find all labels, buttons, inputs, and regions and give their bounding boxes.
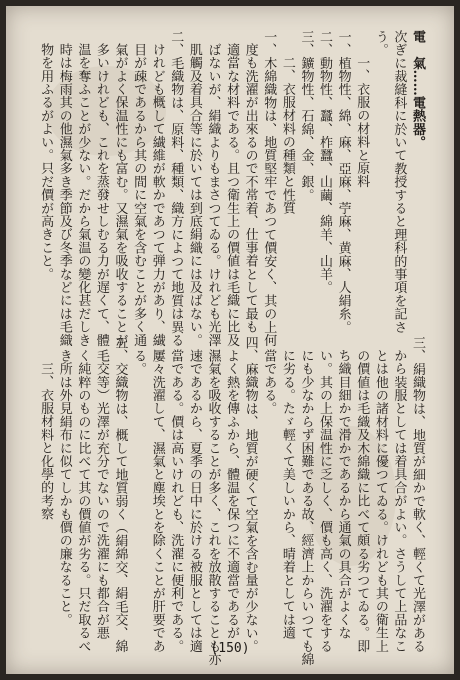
- text-column: 次ぎに裁縫科に於いて教授すると理科的事項を記さ: [391, 30, 407, 334]
- text-column: 二、動物性、蠶、柞蠶、山繭、綿羊、山羊。: [317, 30, 333, 294]
- text-column: く純粹のものに比べて其の價値が劣る。只だ取るべ: [75, 349, 91, 653]
- text-column: 當である。價は高いけれども、洗濯に便利である。: [168, 349, 184, 653]
- text-column: けれども概して繊維が軟かであつて弾力があり、繊: [149, 43, 165, 347]
- text-column: よく熱を傳ふから、體温を保つに不適當であるが: [224, 349, 240, 640]
- text-column: 毛交等）光澤が充分でないので洗濯にも都合が悪: [93, 349, 109, 640]
- text-column: 物を用ふるがよい。只だ價が高きこと。: [38, 43, 54, 281]
- text-column: 氣がよく保温性にも富む。又濕氣を吸收することが: [112, 43, 128, 347]
- text-column: 肌觸及着具合等に於いては到底絹織には及ばない。: [186, 43, 202, 347]
- text-column: 一、衣服の材料と原料: [354, 56, 370, 188]
- text-column: 適當な材料である。且つ衛生上の價値は毛織に比及: [224, 43, 240, 347]
- text-column: 屢々洗濯して、濕氣と塵埃とを除くことが肝要であ: [149, 349, 165, 653]
- text-column: う。: [372, 30, 388, 57]
- text-column: ばないが、絹織よりもまさつてゐる。けれども光澤: [205, 43, 221, 347]
- text-column: 二、毛織物は、原料、種類、織方によつて地質は異る: [168, 30, 184, 347]
- text-column: い。其の上保温性に乏しく、價も高く、洗濯をする: [317, 349, 333, 653]
- text-column: 濕氣を吸收することが多く、これを放散することも亦: [205, 349, 221, 666]
- text-column: る。: [131, 349, 147, 376]
- text-column: 四、麻織物は、地質が硬くて空氣を含む量が少ない。: [242, 336, 258, 653]
- text-column: 一、植物性、綿、麻、亞麻、苧麻、黄麻、人絹糸。: [335, 30, 351, 334]
- text-column: 度も洗濯が出來るので不常着、仕事着として最も: [242, 43, 258, 334]
- text-column: にも少なからず困難である故、經濟上からいつても綿: [298, 349, 314, 666]
- text-column: 温を奪ふことが少ない。だから氣温の變化甚だしき: [75, 43, 91, 347]
- text-column: 三、絹織物は、地質が細かで軟く、輕くて光澤がある: [410, 336, 425, 653]
- text-column: 三、鑛物性、石綿、金、銀。: [298, 30, 314, 202]
- text-column: 目が疎であるから其の間に空氣を含むことが多く通: [131, 43, 147, 347]
- text-column: ち織目細かで滑かであるから通氣の具合がよくな: [335, 349, 351, 640]
- text-column: の價値は毛織及木綿織に比べて頗る劣つてゐる。即: [354, 349, 370, 653]
- text-column: 速であるから、夏季の日中に於ける被服としては適: [186, 349, 202, 653]
- text-column: 當である。: [261, 349, 277, 415]
- vertical-text-top: [36, 30, 426, 347]
- text-column: から装服としては着具合がよい。さうして上品なこ: [391, 349, 407, 653]
- text-column: き所は外見絹布に似てしかも價の廉なること。: [56, 349, 72, 627]
- text-column: 時は梅雨其の他濕氣多き季節及び冬季などには毛織: [56, 43, 72, 347]
- text-column: 五、交織物は、概して地質弱く（絹綿交、絹毛交、綿: [112, 336, 128, 653]
- text-column: に劣る。たゞ輕くて美しいから、晴着としては適: [279, 349, 295, 640]
- text-column: とは他の諸材料に優つてゐる。けれども其の衛生上: [372, 349, 388, 653]
- book-page: [6, 6, 454, 674]
- text-column: 電 氣……電熱器。: [410, 30, 425, 149]
- page-number: (150): [210, 641, 250, 656]
- text-column: 二、衣服材料の種類と性質: [279, 56, 295, 215]
- text-column: 三、衣服材料と化學的考察: [38, 362, 54, 521]
- text-column: 多いけれども、これを蒸發せしむる力が遅くて、體: [93, 43, 109, 347]
- text-column: 一、木綿織物は、地質堅牢であつて價安く、其の上何: [261, 30, 277, 347]
